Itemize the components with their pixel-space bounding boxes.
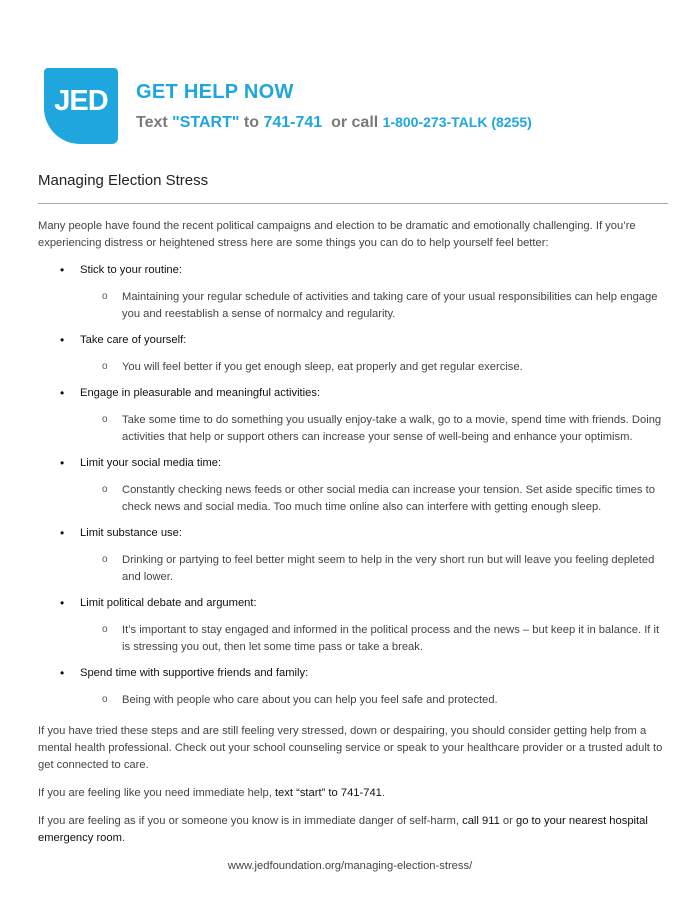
tip-detail	[38, 412, 670, 446]
tip-heading-text: Engage in pleasurable and meaningful activities:	[80, 387, 321, 399]
bullet-icon: •	[60, 596, 65, 610]
tip-heading	[38, 262, 670, 279]
text-number: 741-741	[263, 114, 323, 131]
hospital-instruction: go to your nearest hospital emergency room	[38, 815, 648, 845]
header-banner	[44, 68, 664, 148]
bullet-icon: •	[60, 386, 65, 400]
tip-heading	[38, 332, 670, 349]
help-contact-line	[136, 114, 532, 132]
sub-bullet-icon: o	[102, 694, 108, 705]
sub-bullet-icon: o	[102, 624, 108, 635]
tip-detail-text: It’s important to stay engaged and informed in the political process and the news – but keep it in balance. If it is stressing you out, then let some time pass or take a break.	[122, 624, 660, 653]
jed-logo	[44, 68, 118, 144]
tip-heading	[38, 665, 670, 682]
tip-detail	[38, 289, 670, 323]
document-body	[38, 218, 670, 859]
tip-heading-text: Stick to your routine:	[80, 264, 182, 276]
bullet-icon: •	[60, 456, 65, 470]
p2-prefix: If you are feeling like you need immediate help,	[38, 787, 275, 800]
tips-list	[38, 262, 670, 709]
phone-number: 1-800-273-TALK (8255)	[382, 114, 532, 130]
tip-detail	[38, 622, 670, 656]
footer-url: www.jedfoundation.org/managing-election-stress/	[227, 860, 473, 872]
or-call: or call	[322, 114, 383, 131]
sub-bullet-icon: o	[102, 291, 108, 302]
sub-bullet-icon: o	[102, 361, 108, 372]
tip-heading	[38, 455, 670, 472]
p3-prefix: If you are feeling as if you or someone you know is in immediate danger of self-harm,	[38, 815, 463, 828]
tip-detail	[38, 692, 670, 709]
tip-heading	[38, 595, 670, 612]
tip-heading-text: Spend time with supportive friends and family:	[80, 667, 309, 679]
bullet-icon: •	[60, 526, 65, 540]
tip-heading-text: Limit political debate and argument:	[80, 597, 257, 609]
p2-suffix: .	[381, 787, 386, 800]
tip-detail-text: Maintaining your regular schedule of activities and taking care of your usual responsibilities can help engage you and reestablish a sense of normalcy and regularity.	[122, 291, 658, 320]
tip-detail	[38, 359, 670, 376]
text-start-instruction: text “start” to 741-741	[274, 787, 382, 800]
tip-detail-text: Being with people who care about you can help you feel safe and protected.	[122, 694, 498, 706]
closing-paragraph-1: If you have tried these steps and are still feeling very stressed, down or despairing, you should consider getting help from a mental health professional. Check out your school counseling service or speak to your healthcare provider or a trusted adult to get connected to care.	[38, 725, 663, 771]
tip-heading	[38, 385, 670, 402]
tip-heading-text: Limit substance use:	[80, 527, 182, 539]
to-word: to	[239, 114, 264, 131]
get-help-heading: GET HELP NOW	[136, 81, 294, 103]
tip-detail	[38, 482, 670, 516]
p3-mid: or	[499, 815, 516, 828]
tip-detail-text: Constantly checking news feeds or other social media can increase your tension. Set aside specific times to check news and social media. Too much time online also can interfere with getting enough sleep.	[122, 484, 655, 513]
tip-detail-text: Take some time to do something you usually enjoy-take a walk, go to a movie, spend time with friends. Doing activities that help or support others can increase your sense of well-being and enhance your optimism.	[122, 414, 662, 443]
sub-bullet-icon: o	[102, 414, 108, 425]
sub-bullet-icon: o	[102, 484, 108, 495]
intro-paragraph: Many people have found the recent political campaigns and election to be dramatic and emotionally challenging. If you’re experiencing distress or heightened stress here are some things you can do to help yourself feel better:	[38, 220, 636, 249]
tip-detail-text: You will feel better if you get enough sleep, eat properly and get regular exercise.	[122, 361, 523, 373]
tip-heading-text: Take care of yourself:	[80, 334, 187, 346]
text-prefix: Text	[136, 114, 173, 131]
closing-paragraph-3	[38, 813, 670, 847]
title-divider	[38, 203, 668, 204]
closing-paragraph-2	[38, 785, 670, 802]
tip-detail	[38, 552, 670, 586]
tip-detail-text: Drinking or partying to feel better might seem to help in the very short run but will leave you feeling depleted and lower.	[122, 554, 655, 583]
start-keyword: "START"	[172, 114, 240, 131]
bullet-icon: •	[60, 333, 65, 347]
bullet-icon: •	[60, 263, 65, 277]
bullet-icon: •	[60, 666, 65, 680]
tip-heading-text: Limit your social media time:	[80, 457, 222, 469]
call-911-instruction: call 911	[462, 815, 500, 828]
p3-suffix: .	[121, 832, 126, 845]
tip-heading	[38, 525, 670, 542]
sub-bullet-icon: o	[102, 554, 108, 565]
page-title: Managing Election Stress	[38, 172, 209, 189]
logo-text: JED	[54, 85, 108, 117]
